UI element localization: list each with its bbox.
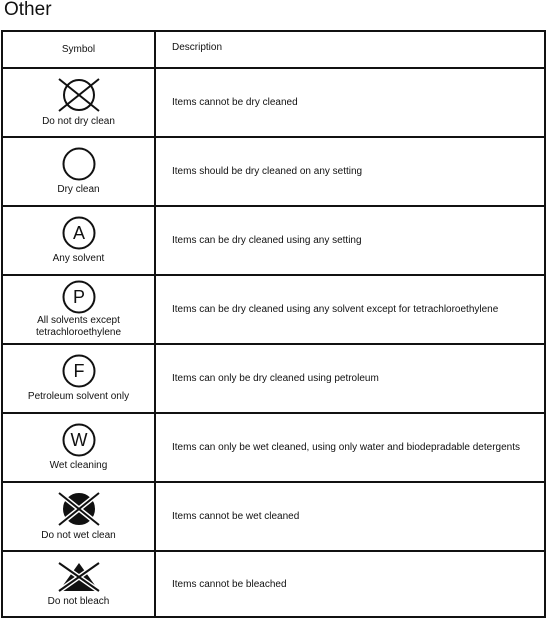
crossed-filled-circle-icon [57, 491, 101, 527]
symbol-cell [3, 345, 156, 412]
section-heading: Other [4, 0, 52, 20]
symbol-cell [3, 483, 156, 550]
circle-letter-p-icon [61, 280, 97, 314]
symbol-label: Any solvent [52, 253, 105, 264]
description-cell: Items can only be dry cleaned using petroleum [172, 373, 379, 384]
table-row [3, 552, 544, 616]
circle-letter-a-icon [61, 216, 97, 250]
symbol-cell [3, 276, 156, 343]
table-row [3, 345, 544, 414]
description-cell: Items can be dry cleaned using any solvent except for tetrachloroethylene [172, 304, 499, 315]
table-row [3, 276, 544, 345]
icon-letter: F [73, 361, 84, 381]
symbol-label: Do not wet clean [41, 530, 116, 541]
symbol-label: Do not bleach [47, 595, 110, 607]
description-cell: Items cannot be bleached [172, 578, 287, 590]
table-row [3, 483, 544, 552]
circle-letter-w-icon [61, 423, 97, 457]
description-cell: Items cannot be dry cleaned [172, 97, 298, 108]
symbol-cell [3, 414, 156, 481]
description-cell: Items can be dry cleaned using any setting [172, 235, 362, 246]
icon-letter: W [70, 430, 87, 450]
description-cell: Items cannot be wet cleaned [172, 511, 300, 522]
circle-icon [61, 147, 97, 181]
header-symbol: Symbol [3, 32, 156, 67]
table-row [3, 69, 544, 138]
circle-letter-f-icon [61, 354, 97, 388]
table-row [3, 138, 544, 207]
symbol-label: Dry clean [57, 184, 100, 195]
symbol-label: All solvents except tetrachloroethylene [35, 315, 122, 338]
table-row [3, 414, 544, 483]
symbol-label: Petroleum solvent only [27, 391, 130, 402]
table-header-row [3, 32, 544, 69]
crossed-circle-icon [57, 77, 101, 113]
symbol-label: Do not dry clean [42, 116, 115, 127]
symbol-label: Wet cleaning [49, 460, 108, 471]
description-cell: Items should be dry cleaned on any setting [172, 166, 363, 177]
care-symbols-table [1, 30, 546, 618]
symbol-cell [3, 69, 156, 136]
symbol-cell [3, 207, 156, 274]
icon-letter: P [72, 287, 85, 307]
description-cell: Items can only be wet cleaned, using only water and biodepradable detergents [172, 442, 521, 453]
symbol-cell [3, 552, 156, 616]
crossed-filled-triangle-icon [55, 561, 103, 593]
table-row [3, 207, 544, 276]
header-description: Description [172, 42, 223, 53]
icon-letter: A [72, 223, 85, 243]
symbol-cell [3, 138, 156, 205]
